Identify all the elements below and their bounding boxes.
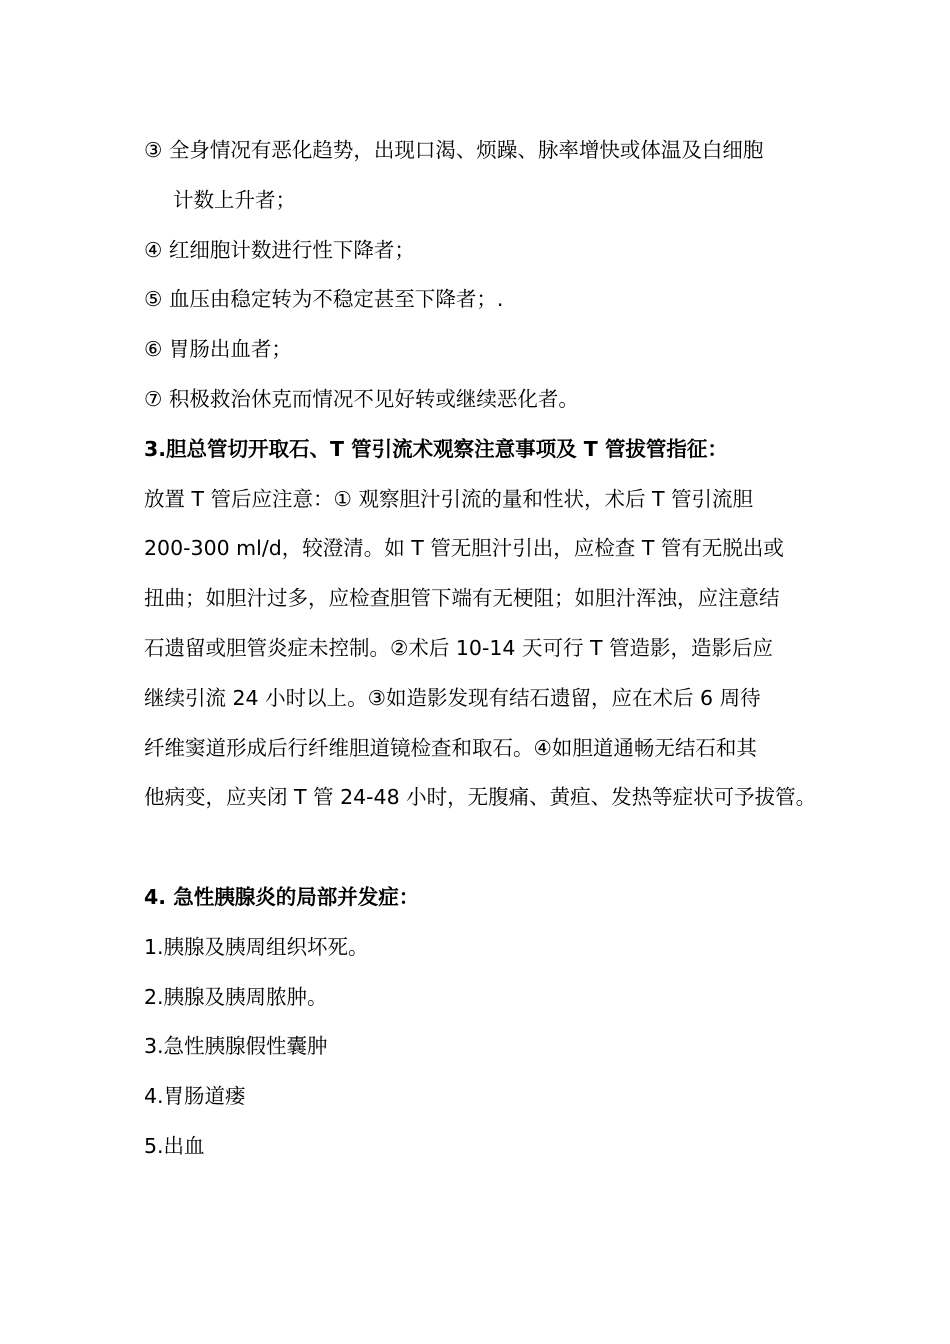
list-item-text: 红细胞计数进行性下降者； — [168, 237, 415, 262]
list-marker: ⑥ — [144, 337, 163, 362]
section-4 — [144, 873, 824, 1172]
list-item — [144, 375, 824, 425]
section-3-heading: 3.胆总管切开取石、T 管引流术观察注意事项及 T 管拔管指征： — [144, 436, 728, 461]
list-marker: ④ — [144, 237, 163, 262]
list-item-text: 积极救治休克而情况不见好转或继续恶化者。 — [168, 386, 579, 411]
list-marker: ⑤ — [144, 287, 163, 312]
paragraph-line: 继续引流 24 小时以上。③如造影发现有结石遗留，应在术后 6 周待 — [144, 685, 761, 710]
paragraph-line: 他病变，应夹闭 T 管 24-48 小时，无腹痛、黄疸、发热等症状可予拔管。 — [144, 785, 817, 810]
list-item-text: 全身情况有恶化趋势，出现口渴、烦躁、脉率增快或体温及白细胞 — [168, 138, 764, 162]
list-item: 5.出血 — [144, 1133, 205, 1158]
list-item-text-continued: 计数上升者； — [173, 187, 296, 212]
list-item-text: 血压由稳定转为不稳定甚至下降者；. — [168, 287, 504, 312]
section-4-heading: 4. 急性胰腺炎的局部并发症： — [144, 884, 420, 909]
section-3 — [144, 425, 824, 823]
list-item: 3.急性胰腺假性囊肿 — [144, 1034, 328, 1059]
list-item-text: 胃肠出血者； — [168, 337, 292, 362]
list-item — [144, 126, 824, 226]
list-item — [144, 226, 824, 276]
list-item: 1.胰腺及胰周组织坏死。 — [144, 934, 369, 959]
paragraph-spacer — [144, 823, 824, 873]
paragraph-line: 纤维窦道形成后行纤维胆道镜检查和取石。④如胆道通畅无结石和其 — [144, 735, 757, 760]
paragraph-line: 石遗留或胆管炎症未控制。②术后 10-14 天可行 T 管造影，造影后应 — [144, 635, 774, 660]
paragraph-line: 放置 T 管后应注意：① 观察胆汁引流的量和性状，术后 T 管引流胆 — [144, 486, 754, 511]
list-item — [144, 325, 824, 375]
paragraph-line: 200-300 ml/d，较澄清。如 T 管无胆汁引出，应检查 T 管有无脱出或 — [144, 536, 784, 561]
list-marker: ③ — [144, 138, 163, 162]
paragraph-line: 扭曲；如胆汁过多，应检查胆管下端有无梗阻；如胆汁浑浊，应注意结 — [144, 586, 780, 611]
list-item: 2.胰腺及胰周脓肿。 — [144, 984, 328, 1009]
document-content — [144, 126, 824, 1172]
criteria-list — [144, 126, 824, 425]
list-item — [144, 275, 824, 325]
list-item: 4.胃肠道瘘 — [144, 1084, 246, 1109]
list-marker: ⑦ — [144, 386, 163, 411]
